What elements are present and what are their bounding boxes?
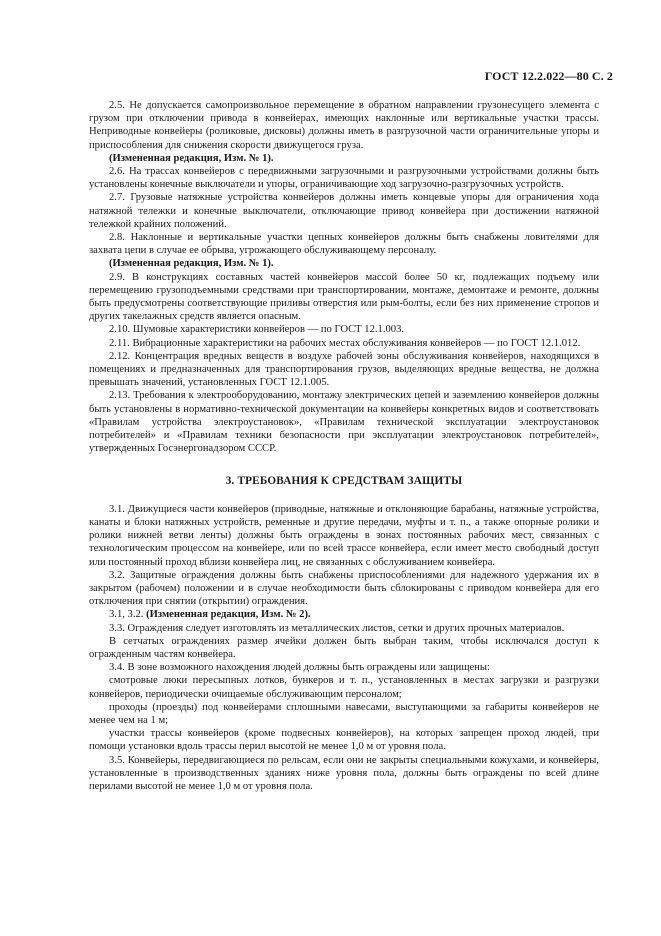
paragraph-2-7: 2.7. Грузовые натяжные устройства конвейеров должны иметь концевые упоры для ограничения хода натяжной тележки и конечные выключатели, отключающие привод конвейера при достижении натяжной тележкой крайних положений. bbox=[89, 192, 599, 230]
paragraph-3-5: 3.5. Конвейеры, передвигающиеся по рельсам, если они не закрыты специальными кожухами, и конвейеры, установленные в производственных зданиях ниже уровня пола, должны быть ограждены по всей длине перилами высотой не менее 1,0 м от уровня пола. bbox=[89, 754, 599, 792]
paragraph-2-6: 2.6. На трассах конвейеров с передвижными загрузочными и разгрузочными устройствами должны быть установлены конечные выключатели и упоры, ограничивающие ход загрузочно-разгрузочных устройств. bbox=[89, 166, 599, 191]
paragraph-3-3: 3.3. Ограждения следует изготовлять из металлических листов, сетки и других прочных материалов. bbox=[109, 622, 565, 634]
paragraph-2-13: 2.13. Требования к электрооборудованию, монтажу электрических цепей и заземлению конвейеров должны быть установлены в нормативно-технической документации на конвейеры конкретных видов и соответствовать «Правилам устройства электроустановок», «Правилам технической эксплуатации электроустановок потребителей» и «Правилам техники безопасности при эксплуатации электроустановок потребителей», утвержденных Госэнергонадзором СССР. bbox=[89, 390, 599, 455]
paragraph-3-4-hatches: смотровые люки пересыпных лотков, бункеров и т. п., установленных в местах загрузки и разгрузки конвейеров, периодически очищаемые обслуживающим персоналом; bbox=[89, 675, 599, 700]
paragraph-3-4-passages: проходы (проезды) под конвейерами сплошными навесами, выступающими за габариты конвейеров не менее чем на 1 м; bbox=[89, 701, 599, 726]
paragraph-2-12: 2.12. Концентрация вредных веществ в воздухе рабочей зоны обслуживания конвейеров, находящихся в помещениях и предназначенных для транспортирования грузов, выделяющих вредные вещества, не должна превышать значений, установленных ГОСТ 12.1.005. bbox=[89, 350, 599, 389]
paragraph-3-2: 3.2. Защитные ограждения должны быть снабжены приспособлениями для надежного удержания их в закрытом (рабочем) положении и в случае необходимости быть сблокированы с приводом конвейера для его отключения при снятии (открытии) ограждения. bbox=[89, 569, 599, 608]
paragraph-2-11: 2.11. Вибрационные характеристики на рабочих местах обслуживания конвейеров — по ГОСТ 12.1.012. bbox=[109, 337, 581, 349]
amendment-prefix: 3.1, 3.2. bbox=[109, 609, 144, 621]
amendment-note: (Измененная редакция, Изм. № 1). bbox=[109, 152, 274, 164]
paragraph-3-4: 3.4. В зоне возможного нахождения людей должны быть ограждены или защищены: bbox=[109, 662, 490, 674]
section-3-title: 3. ТРЕБОВАНИЯ К СРЕДСТВАМ ЗАЩИТЫ bbox=[225, 475, 463, 488]
paragraph-2-9: 2.9. В конструкциях составных частей конвейеров массой более 50 кг, подлежащих подъему или перемещению грузоподъемными средствами при транспортировании, монтаже, демонтаже и ремонте, должны быть предусмотрены соответствующие приливы отверстия или рым-болты, если без них применение стропов и других такелажных средств является опасным. bbox=[89, 271, 599, 323]
amendment-note: (Измененная редакция, Изм. № 1). bbox=[109, 258, 274, 270]
paragraph-3-3-mesh: В сетчатых ограждениях размер ячейки должен быть выбран таким, чтобы исключался доступ к огражденным частям конвейера. bbox=[89, 635, 599, 660]
paragraph-3-1: 3.1. Движущиеся части конвейеров (приводные, натяжные и отклоняющие барабаны, натяжные устройства, канаты и блоки натяжных устройств, ременные и другие передачи, муфты и т. п., а также опорные ролики и ролики нижней ветви ленты) должны быть ограждены в зонах постоянных рабочих мест, связанных с технологическим процессом на конвейере, или по всей трассе конвейера, если имеет место свободный доступ или постоянный проход вблизи конвейера лиц, не связанных с обслуживанием конвейера. bbox=[89, 503, 599, 568]
document-body bbox=[89, 99, 599, 793]
paragraph-2-5: 2.5. Не допускается самопроизвольное перемещение в обратном направлении грузонесущего элемента с грузом при отключении привода в конвейерах, имеющих наклонные или вертикальные участки трассы. Неприводные конвейеры (роликовые, дисковы) должны иметь в разгрузочной части ограничительные упоры и приспособления для снижения скорости движущегося груза. bbox=[89, 100, 599, 151]
paragraph-2-10: 2.10. Шумовые характеристики конвейеров — по ГОСТ 12.1.003. bbox=[109, 324, 405, 336]
paragraph-3-1-3-2-amendment bbox=[89, 608, 599, 621]
paragraph-2-8: 2.8. Наклонные и вертикальные участки цепных конвейеров должны быть снабжены ловителями для захвата цепи в случае ее обрыва, угрожающего обслуживающему персоналу. bbox=[89, 232, 599, 257]
paragraph-3-4-sections: участки трассы конвейеров (кроме подвесных конвейеров), на которых запрещен проход людей, при помощи установки вдоль трассы перил высотой не менее 1,0 м от уровня пола. bbox=[89, 728, 599, 753]
amendment-note: (Измененная редакция, Изм. № 2). bbox=[146, 609, 311, 621]
document-header: ГОСТ 12.2.022—80 С. 2 bbox=[484, 69, 613, 83]
